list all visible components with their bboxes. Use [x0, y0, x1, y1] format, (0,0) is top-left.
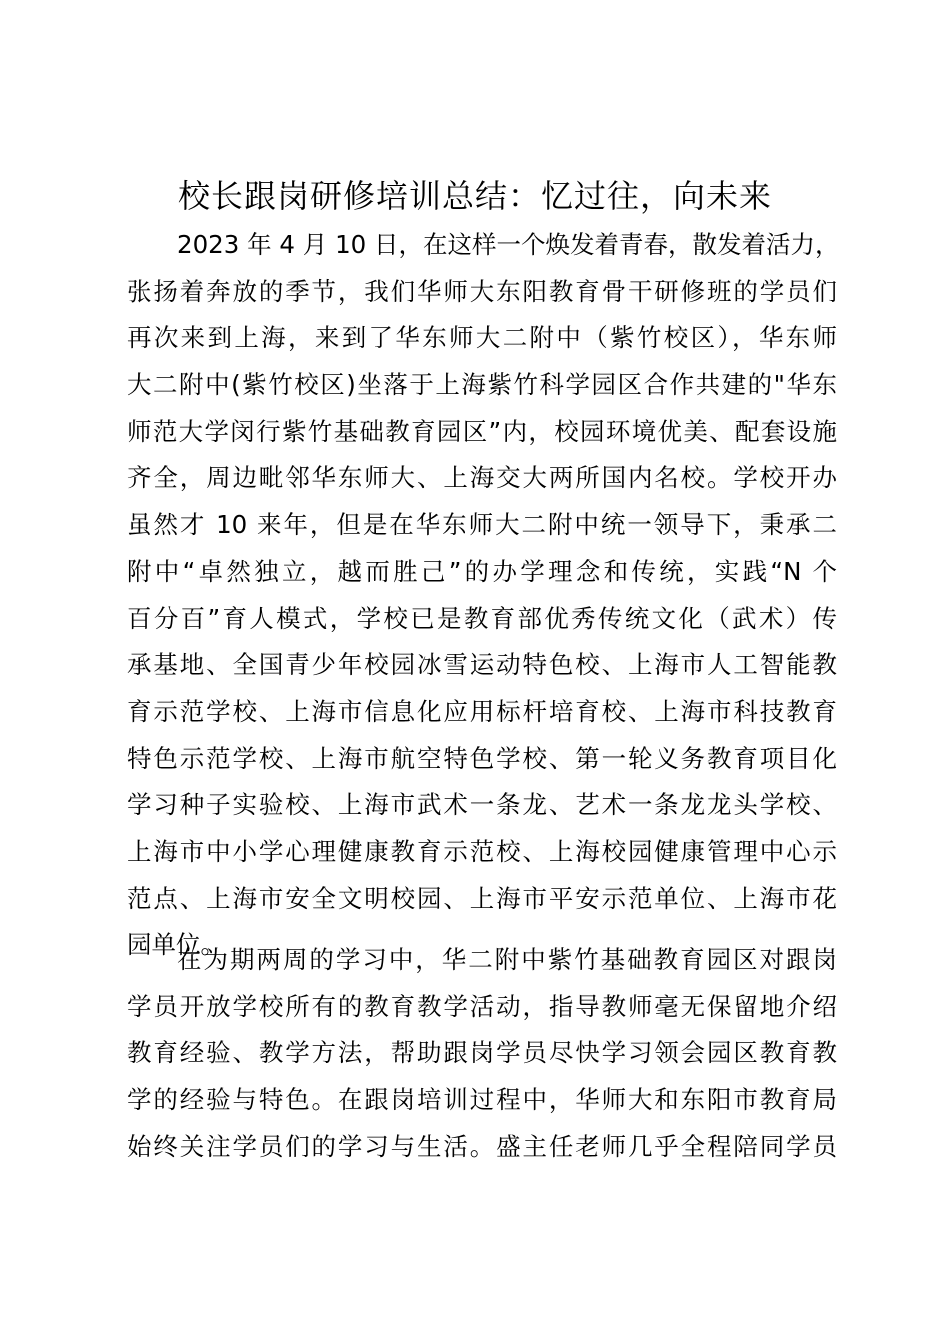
paragraph-line: 教育经验、教学方法，帮助跟岗学员尽快学习领会园区教育教 — [127, 1038, 837, 1068]
document-title: 校长跟岗研修培训总结：忆过往，向未来 — [177, 177, 772, 215]
paragraph-line: 学员开放学校所有的教育教学活动，指导教师毫无保留地介绍 — [127, 991, 837, 1021]
paragraph-line: 师范大学闵行紫竹基础教育园区”内，校园环境优美、配套设施 — [127, 416, 837, 446]
paragraph-line: 特色示范学校、上海市航空特色学校、第一轮义务教育项目化 — [127, 743, 837, 773]
paragraph-line: 范点、上海市安全文明校园、上海市平安示范单位、上海市花 — [127, 883, 837, 913]
paragraph-line: 学的经验与特色。在跟岗培训过程中，华师大和东阳市教育局 — [127, 1085, 837, 1115]
paragraph-line: 附中“卓然独立，越而胜己”的办学理念和传统，实践“N 个 — [127, 556, 837, 586]
paragraph-line: 学习种子实验校、上海市武术一条龙、艺术一条龙龙头学校、 — [127, 790, 837, 820]
paragraph-line: 园单位。 — [127, 930, 225, 960]
paragraph-line: 虽然才 10 来年，但是在华东师大二附中统一领导下，秉承二 — [127, 510, 837, 540]
paragraph-line: 再次来到上海，来到了华东师大二附中（紫竹校区），华东师 — [127, 323, 837, 353]
paragraph-2 — [127, 937, 837, 1170]
paragraph-1 — [127, 222, 840, 969]
paragraph-line: 张扬着奔放的季节，我们华师大东阳教育骨干研修班的学员们 — [127, 276, 837, 306]
paragraph-line: 在为期两周的学习中，华二附中紫竹基础教育园区对跟岗 — [177, 945, 837, 974]
paragraph-line: 承基地、全国青少年校园冰雪运动特色校、上海市人工智能教 — [127, 650, 837, 680]
paragraph-line: 大二附中(紫竹校区)坐落于上海紫竹科学园区合作共建的"华东 — [127, 370, 837, 400]
paragraph-line: 育示范学校、上海市信息化应用标杆培育校、上海市科技教育 — [127, 696, 837, 726]
paragraph-line: 2023 年 4 月 10 日，在这样一个焕发着青春，散发着活力， — [177, 230, 840, 259]
paragraph-line: 百分百”育人模式，学校已是教育部优秀传统文化（武术）传 — [127, 603, 837, 633]
paragraph-line: 上海市中小学心理健康教育示范校、上海校园健康管理中心示 — [127, 836, 837, 866]
paragraph-line: 始终关注学员们的学习与生活。盛主任老师几乎全程陪同学员 — [127, 1131, 837, 1161]
paragraph-line: 齐全，周边毗邻华东师大、上海交大两所国内名校。学校开办 — [127, 463, 837, 493]
